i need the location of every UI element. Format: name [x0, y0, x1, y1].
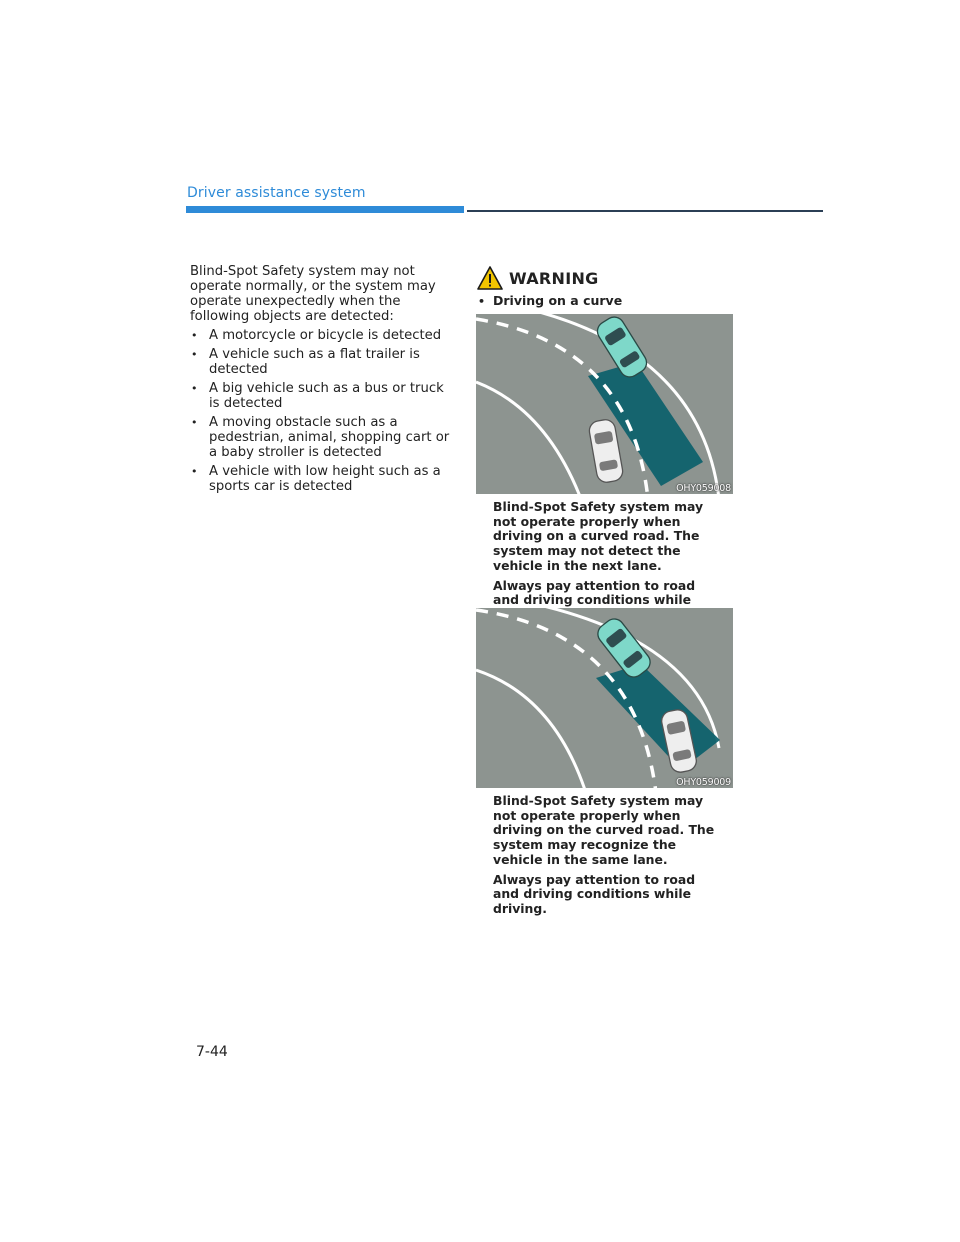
- caption-paragraph: Always pay attention to road and driving conditions while driving.: [493, 871, 696, 916]
- intro-paragraph: Blind-Spot Safety system may not operate normally, or the system may operate unexpectedly when the following objects are detected:: [190, 264, 436, 324]
- list-item: • A moving obstacle such as a pedestrian, animal, shopping cart or a baby stroller is detected: [190, 415, 452, 460]
- caption-paragraph: Always pay attention to road and driving conditions while: [493, 577, 696, 608]
- warning-triangle-icon: [477, 265, 503, 291]
- warning-bullet: • Driving on a curve: [478, 293, 623, 308]
- list-item: • A vehicle with low height such as a sports car is detected: [190, 464, 452, 494]
- curve-road-illustration: [476, 608, 733, 788]
- page-number: 7-44: [196, 1044, 228, 1060]
- list-item: • A motorcycle or bicycle is detected: [190, 328, 452, 343]
- caption-paragraph: Blind-Spot Safety system may not operate properly when driving on the curved road. The system may recognize the vehicle in the same lane.: [493, 793, 715, 867]
- figure-code: OHY059008: [676, 483, 731, 494]
- header-accent-bar: [186, 206, 464, 213]
- header-rule: [467, 210, 823, 212]
- section-title: Driver assistance system: [187, 185, 366, 201]
- list-item: • A vehicle such as a flat trailer is detected: [190, 347, 452, 377]
- curve-road-illustration: [476, 314, 733, 494]
- left-column: [190, 264, 452, 498]
- figure-curve-false-detection: [476, 608, 733, 788]
- figure-code: OHY059009: [676, 777, 731, 788]
- warning-bullet-text: Driving on a curve: [493, 293, 623, 308]
- warning-heading: [477, 265, 599, 291]
- detected-objects-list: [190, 328, 452, 494]
- warning-label: WARNING: [509, 268, 599, 288]
- caption-paragraph: Blind-Spot Safety system may not operate properly when driving on a curved road. The system may not detect the vehicle in the next lane.: [493, 499, 704, 573]
- figure-curve-missed-detection: [476, 314, 733, 494]
- list-item: • A big vehicle such as a bus or truck is detected: [190, 381, 452, 411]
- figure-caption: [493, 794, 725, 922]
